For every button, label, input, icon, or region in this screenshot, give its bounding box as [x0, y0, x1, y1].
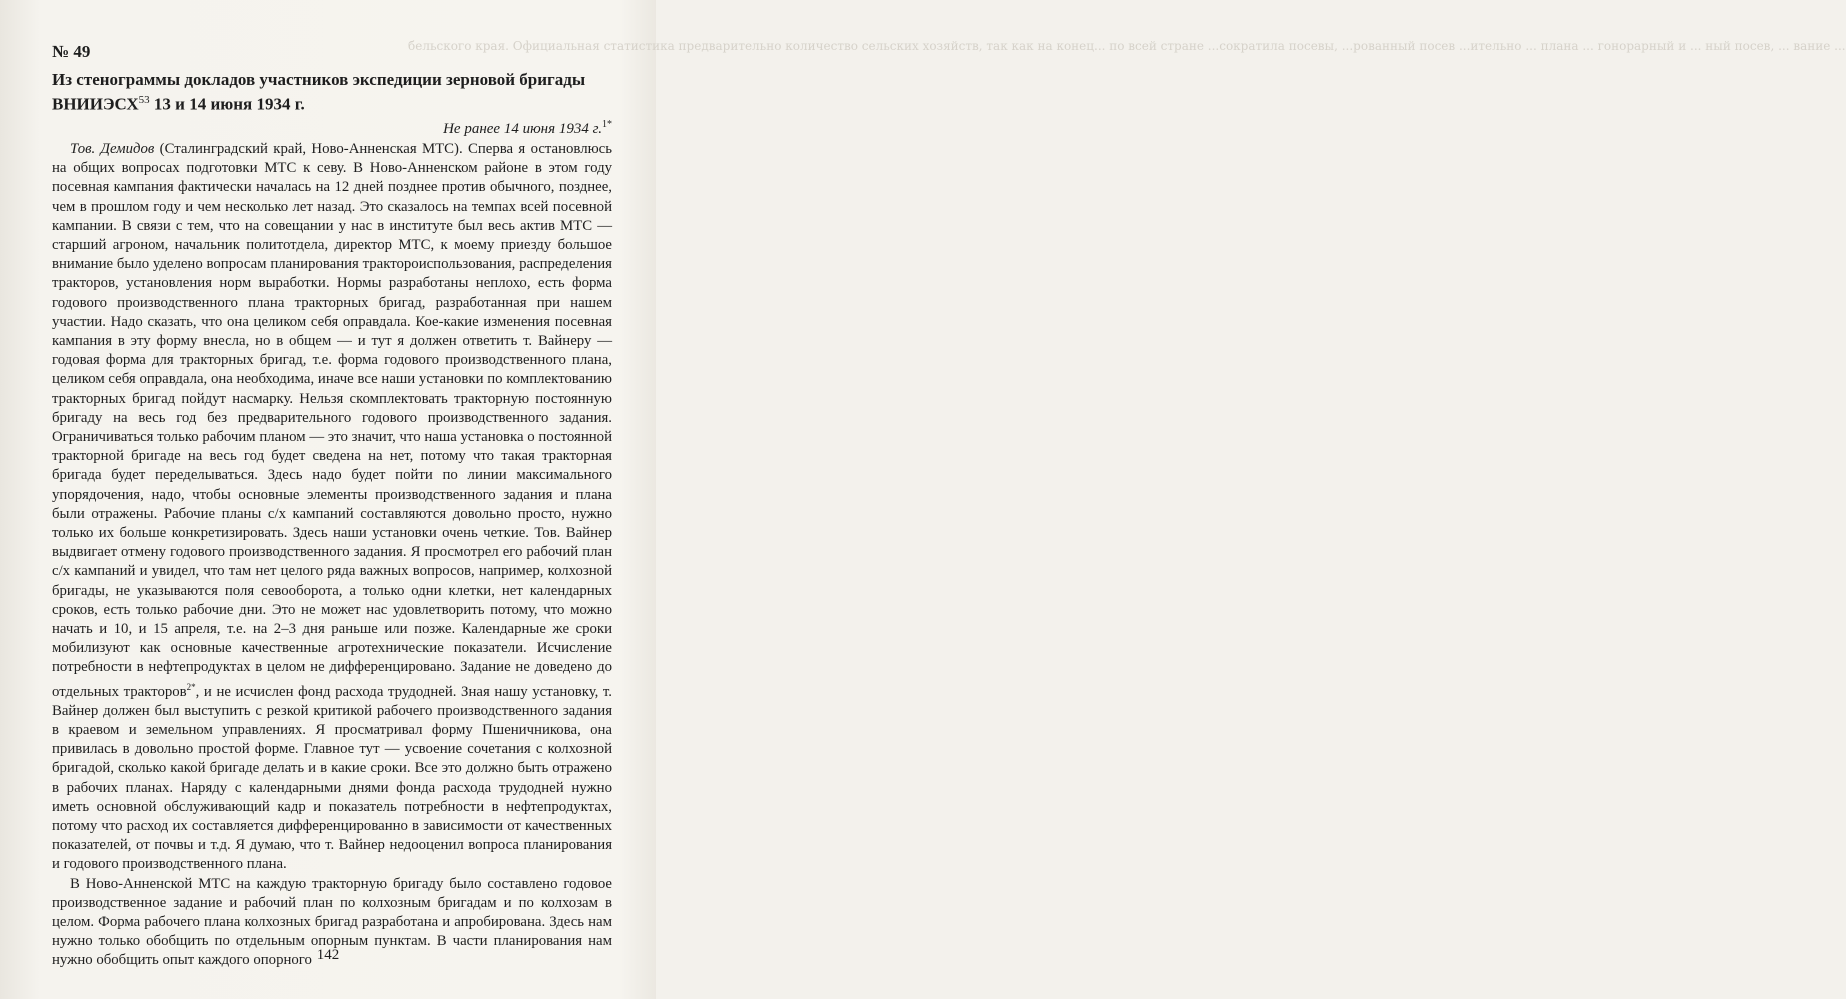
bleed-through-text: бельского края. Официальная статистика предварительно количество сельских хозяйств, так как на конец... по всей стране ...сократила посевы, ...рованный посев ...ительно ... плана ... гонорарный и ... ный посев, ... вание ...: [408, 39, 1846, 53]
document-date: [443, 119, 612, 138]
page-number: 142: [316, 947, 340, 963]
paragraph-1: [52, 140, 612, 875]
date-text: Не ранее 14 июня 1934 г.: [443, 121, 602, 137]
body-text: [52, 140, 612, 971]
document-number: № 49: [52, 42, 91, 61]
document-title: [52, 70, 612, 115]
paragraph-2: В Ново-Анненской МТС на каждую тракторную бригаду было составлено годовое производственное задание и рабочий план по колхозным бригадам и по колхозам в целом. Форма рабочего плана колхозных бригад разработана и апробирована. Здесь нам нужно только обобщить по отдельным опорным пунктам. В части планирования нам нужно обобщить опыт каждого опорного: [52, 875, 612, 969]
title-tail: 13 и 14 июня 1934 г.: [149, 94, 305, 114]
footnote-mark: 2*: [186, 681, 196, 692]
paragraph-1-text-b: , и не исчислен фонд расхода трудодней. Зная нашу установку, т. Вайнер должен был выступить с резкой критикой рабочего производственного задания в краевом и земельном управлениях. Я просматривал форму Пшеничникова, она привилась в довольно простой форме. Главное тут — усвоение сочетания с колхозной бригадой, сколько какой бригаде делать и в какие сроки. Все это должно быть отражено в рабочих планах. Наряду с календарными днями фонда расхода трудодней нужно иметь основной обслуживающий кадр и показатель потребности в нефтепродуктах, потому что расход их составляется дифференцированно в зависимости от качественных показателей, от почвы и т.д. Я думаю, что т. Вайнер недооценил вопроса планирования и годового производственного плана.: [52, 683, 612, 873]
title-footnote-mark: 53: [138, 94, 150, 106]
paragraph-1-text-a: (Сталинградский край, Ново-Анненская МТС). Сперва я остановлюсь на общих вопросах подготовки МТС к севу. В Ново-Анненском районе в этом году посевная кампания фактически началась на 12 дней позднее против обычного, позднее, чем в прошлом году и чем несколько лет назад. Это сказалось на темпах всей посевной кампании. В связи с тем, что на совещании у нас в институте был весь актив МТС — старший агроном, начальник политотдела, директор МТС, к моему приезду большое внимание было уделено вопросам планирования трактороиспользования, распределения тракторов, установления норм выработки. Нормы разработаны неплохо, есть форма годового производственного плана тракторных бригад, разработанная при нашем участии. Надо сказать, что она целиком себя оправдала. Кое-какие изменения посевная кампания в эту форму внесла, но в общем — и тут я должен ответить т. Вайнеру — годовая форма для тракторных бригад, т.е. форма годового производственного плана, целиком себя оправдала, она необходима, иначе все наши установки по комплектованию тракторных бригад пойдут насмарку. Нельзя скомплектовать тракторную постоянную бригаду на весь год без предварительного годового производственного задания. Ограничиваться только рабочим планом — это значит, что наша установка о постоянной тракторной бригаде на весь год будет сведена на нет, потому что такая тракторная бригада будет переделываться. Здесь надо будет пойти по линии максимального упорядочения, надо, чтобы основные элементы производственного задания и плана были отражены. Рабочие планы с/х кампаний составляются довольно просто, нужно только их больше конкретизировать. Здесь наши установки очень четкие. Тов. Вайнер выдвигает отмену годового производственного задания. Я просмотрел его рабочий план с/х кампаний и увидел, что там нет целого ряда важных вопросов, например, колхозной бригады, не указываются поля севооборота, а только одни клетки, нет календарных сроков, есть только рабочие дни. Это не может нас удовлетворить потому, что можно начать и 10, и 15 апреля, т.е. на 2–3 дня раньше или позже. Календарные же сроки мобилизуют как основные качественные агротехнические показатели. Исчисление потребности в нефтепродуктах в целом не дифференцировано. Задание не доведено до отдельных тракторов: [52, 141, 612, 700]
title-main: Из стенограммы докладов участников экспедиции зерновой бригады ВНИИЭСХ: [52, 70, 586, 114]
date-footnote-mark: 1*: [602, 119, 612, 130]
speaker-name: Тов. Демидов: [70, 141, 155, 157]
